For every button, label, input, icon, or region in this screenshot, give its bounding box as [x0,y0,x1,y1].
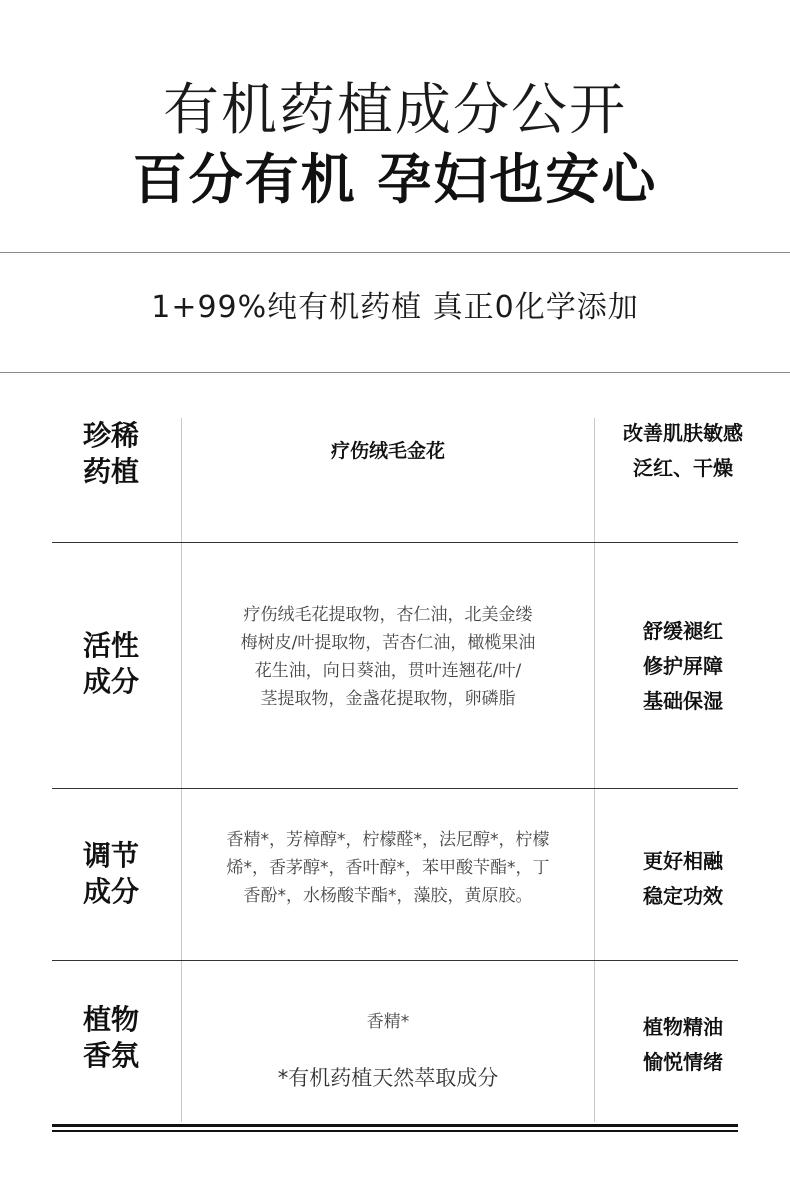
category-line: 成分 [82,875,139,908]
table-row-effects [596,844,770,914]
table-column-divider-right [594,418,595,1122]
category-line: 活性 [82,629,139,662]
effect-line: 修护屏障 [643,654,723,678]
table-row-category [52,838,170,910]
category-line: 植物 [82,1003,139,1036]
tagline: 1+99%纯有机药植 真正0化学添加 [151,290,639,325]
page-subtitle: 百分有机 孕妇也安心 [132,148,658,211]
category-line: 药植 [82,455,139,488]
table-row-effects [596,1010,770,1080]
ingredient-line: 花生油，向日葵油，贯叶连翘花/叶/ [254,661,522,681]
table-row-category [52,418,170,490]
table-row-ingredients [182,1008,594,1036]
ingredient-line: 疗伤绒毛金花 [330,440,445,462]
effect-line: 稳定功效 [643,884,723,908]
table-row-divider [52,542,738,543]
effect-line: 基础保湿 [643,689,723,713]
ingredient-line: 烯*，香茅醇*，香叶醇*，苯甲酸苄酯*，丁 [226,858,550,878]
effect-line: 更好相融 [643,849,723,873]
ingredient-line: 香酚*，水杨酸苄酯*，藻胶，黄原胶。 [243,886,533,906]
category-line: 调节 [82,839,139,872]
effect-line: 舒缓褪红 [643,619,723,643]
category-line: 成分 [82,665,139,698]
table-bottom-border [52,1124,738,1127]
effect-line: 改善肌肤敏感 [623,421,743,445]
table-row-divider [52,788,738,789]
effect-line: 愉悦情绪 [643,1050,723,1074]
header-divider-bottom [0,372,790,373]
category-line: 珍稀 [82,419,139,452]
ingredient-line: 疗伤绒毛花提取物，杏仁油，北美金缕 [243,605,533,625]
table-row-ingredients [182,437,594,465]
ingredient-line: 香精*，芳樟醇*，柠檬醛*，法尼醇*，柠檬 [226,830,550,850]
table-row-effects [596,614,770,719]
table-bottom-border [52,1130,738,1132]
page-title: 有机药植成分公开 [163,78,627,143]
table-row-divider [52,960,738,961]
category-line: 香氛 [82,1039,139,1072]
footnote: *有机药植天然萃取成分 [277,1066,499,1090]
table-row-ingredients [182,601,594,713]
table-row-category [52,1002,170,1074]
effect-line: 植物精油 [643,1015,723,1039]
ingredient-line: 香精* [366,1012,410,1032]
ingredient-line: 茎提取物，金盏花提取物，卵磷脂 [260,689,516,709]
effect-line: 泛红、干燥 [633,456,733,480]
table-row-effects [596,416,770,486]
table-row-ingredients [182,826,594,910]
ingredient-line: 梅树皮/叶提取物，苦杏仁油，橄榄果油 [240,633,536,653]
header-divider-top [0,252,790,253]
table-row-category [52,628,170,700]
